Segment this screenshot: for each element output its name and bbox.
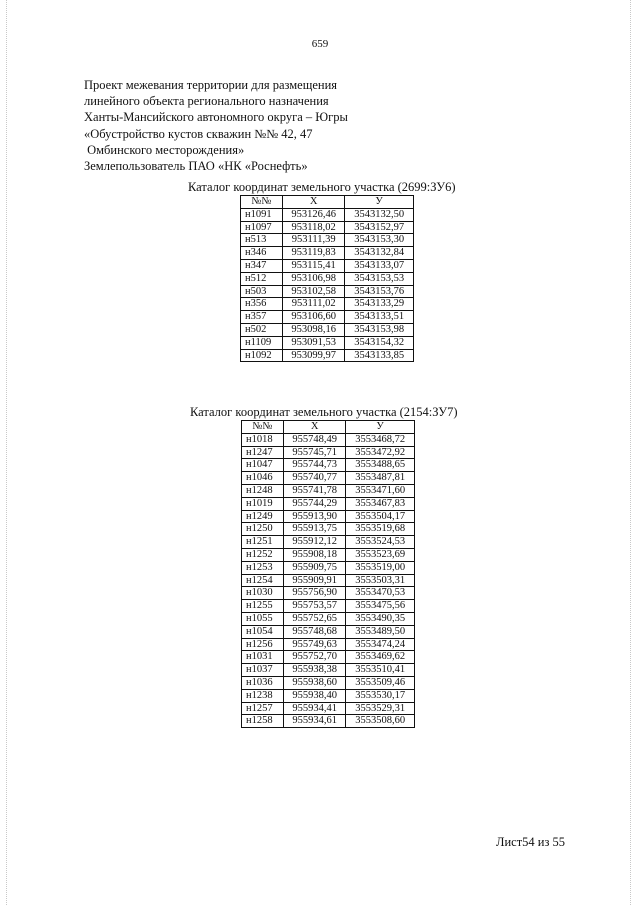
x-coordinate-cell: 955756,90 (284, 587, 346, 600)
point-number-cell: н503 (241, 285, 283, 298)
table-header-row (242, 421, 415, 434)
catalog-1-table (240, 195, 414, 362)
table-row (241, 285, 414, 298)
table-row (242, 446, 415, 459)
y-coordinate-cell: 3553475,56 (346, 600, 415, 613)
x-coordinate-cell: 955908,18 (284, 548, 346, 561)
y-coordinate-cell: 3553530,17 (346, 689, 415, 702)
y-coordinate-cell: 3553519,68 (346, 523, 415, 536)
sheet-number: Лист54 из 55 (496, 835, 566, 849)
column-header: X (283, 196, 345, 209)
y-coordinate-cell: 3543153,76 (345, 285, 414, 298)
point-number-cell: н1091 (241, 208, 283, 221)
y-coordinate-cell: 3553487,81 (346, 472, 415, 485)
y-coordinate-cell: 3543133,07 (345, 259, 414, 272)
x-coordinate-cell: 955748,49 (284, 433, 346, 446)
point-number-cell: н512 (241, 272, 283, 285)
y-coordinate-cell: 3553468,72 (346, 433, 415, 446)
x-coordinate-cell: 955749,63 (284, 638, 346, 651)
point-number-cell: н1238 (242, 689, 284, 702)
x-coordinate-cell: 953119,83 (283, 247, 345, 260)
point-number-cell: н1047 (242, 459, 284, 472)
x-coordinate-cell: 953099,97 (283, 349, 345, 362)
column-header: №№ (241, 196, 283, 209)
x-coordinate-cell: 953118,02 (283, 221, 345, 234)
x-coordinate-cell: 955748,68 (284, 625, 346, 638)
table-row (242, 625, 415, 638)
x-coordinate-cell: 955934,61 (284, 715, 346, 728)
x-coordinate-cell: 955909,75 (284, 561, 346, 574)
table-row (242, 574, 415, 587)
table-row (241, 323, 414, 336)
table-row (242, 459, 415, 472)
table-row (241, 336, 414, 349)
header-line: Омбинского месторождения» (84, 142, 245, 157)
table-row (242, 561, 415, 574)
table-row (242, 433, 415, 446)
y-coordinate-cell: 3553524,53 (346, 536, 415, 549)
y-coordinate-cell: 3543154,32 (345, 336, 414, 349)
y-coordinate-cell: 3543133,29 (345, 298, 414, 311)
table-row (242, 497, 415, 510)
y-coordinate-cell: 3553490,35 (346, 612, 415, 625)
table-row (242, 472, 415, 485)
x-coordinate-cell: 955913,75 (284, 523, 346, 536)
table-row (242, 612, 415, 625)
y-coordinate-cell: 3553471,60 (346, 484, 415, 497)
y-coordinate-cell: 3553504,17 (346, 510, 415, 523)
header-line: линейного объекта регионального назначения (84, 94, 329, 109)
x-coordinate-cell: 955938,38 (284, 664, 346, 677)
point-number-cell: н1019 (242, 497, 284, 510)
table-row (242, 523, 415, 536)
y-coordinate-cell: 3553519,00 (346, 561, 415, 574)
x-coordinate-cell: 953111,02 (283, 298, 345, 311)
point-number-cell: н1037 (242, 664, 284, 677)
y-coordinate-cell: 3543132,50 (345, 208, 414, 221)
point-number-cell: н1252 (242, 548, 284, 561)
point-number-cell: н1054 (242, 625, 284, 638)
table-row (241, 234, 414, 247)
catalog-2-rows (242, 433, 415, 727)
y-coordinate-cell: 3553474,24 (346, 638, 415, 651)
header-line: Ханты-Мансийского автономного округа – Югры (84, 110, 348, 125)
y-coordinate-cell: 3553503,31 (346, 574, 415, 587)
table-row (242, 484, 415, 497)
point-number-cell: н346 (241, 247, 283, 260)
point-number-cell: н1018 (242, 433, 284, 446)
y-coordinate-cell: 3543153,30 (345, 234, 414, 247)
point-number-cell: н502 (241, 323, 283, 336)
y-coordinate-cell: 3543133,85 (345, 349, 414, 362)
y-coordinate-cell: 3543153,98 (345, 323, 414, 336)
point-number-cell: н1036 (242, 676, 284, 689)
y-coordinate-cell: 3553529,31 (346, 702, 415, 715)
header-line: Проект межевания территории для размещения (84, 78, 338, 92)
point-number-cell: н1249 (242, 510, 284, 523)
table-row (241, 272, 414, 285)
document-header (84, 77, 504, 174)
point-number-cell: н1253 (242, 561, 284, 574)
column-header: У (345, 196, 414, 209)
point-number-cell: н1109 (241, 336, 283, 349)
column-header: X (284, 421, 346, 434)
x-coordinate-cell: 955752,70 (284, 651, 346, 664)
x-coordinate-cell: 955938,60 (284, 676, 346, 689)
x-coordinate-cell: 953115,41 (283, 259, 345, 272)
y-coordinate-cell: 3553489,50 (346, 625, 415, 638)
point-number-cell: н1031 (242, 651, 284, 664)
table-row (242, 689, 415, 702)
x-coordinate-cell: 953111,39 (283, 234, 345, 247)
point-number-cell: н1046 (242, 472, 284, 485)
point-number-cell: н1258 (242, 715, 284, 728)
table-row (241, 247, 414, 260)
point-number-cell: н1030 (242, 587, 284, 600)
x-coordinate-cell: 955744,73 (284, 459, 346, 472)
point-number-cell: н1097 (241, 221, 283, 234)
point-number-cell: н513 (241, 234, 283, 247)
y-coordinate-cell: 3543132,84 (345, 247, 414, 260)
y-coordinate-cell: 3553470,53 (346, 587, 415, 600)
x-coordinate-cell: 955938,40 (284, 689, 346, 702)
table-row (242, 548, 415, 561)
x-coordinate-cell: 953098,16 (283, 323, 345, 336)
y-coordinate-cell: 3553510,41 (346, 664, 415, 677)
left-margin-line (6, 0, 7, 905)
table-row (242, 638, 415, 651)
x-coordinate-cell: 953102,58 (283, 285, 345, 298)
x-coordinate-cell: 955913,90 (284, 510, 346, 523)
table-row (242, 715, 415, 728)
point-number-cell: н1255 (242, 600, 284, 613)
y-coordinate-cell: 3553508,60 (346, 715, 415, 728)
page-number: 659 (311, 38, 329, 50)
table-header-row (241, 196, 414, 209)
y-coordinate-cell: 3553509,46 (346, 676, 415, 689)
table-row (241, 349, 414, 362)
catalog-1-rows (241, 208, 414, 362)
table-row (241, 311, 414, 324)
x-coordinate-cell: 955912,12 (284, 536, 346, 549)
catalog-1-title: Каталог координат земельного участка (2699:ЗУ6) (188, 180, 456, 194)
y-coordinate-cell: 3553523,69 (346, 548, 415, 561)
table-row (242, 600, 415, 613)
table-row (242, 587, 415, 600)
header-line: «Обустройство кустов скважин №№ 42, 47 (84, 126, 313, 141)
table-row (241, 208, 414, 221)
table-row (241, 298, 414, 311)
catalog-2-title: Каталог координат земельного участка (2154:ЗУ7) (190, 405, 458, 419)
x-coordinate-cell: 955934,41 (284, 702, 346, 715)
point-number-cell: н1251 (242, 536, 284, 549)
y-coordinate-cell: 3543133,51 (345, 311, 414, 324)
table-row (242, 651, 415, 664)
x-coordinate-cell: 955752,65 (284, 612, 346, 625)
table-row (242, 676, 415, 689)
x-coordinate-cell: 953106,60 (283, 311, 345, 324)
point-number-cell: н356 (241, 298, 283, 311)
point-number-cell: н1257 (242, 702, 284, 715)
point-number-cell: н347 (241, 259, 283, 272)
header-line: Землепользователь ПАО «НК «Роснефть» (84, 159, 308, 174)
table-row (242, 536, 415, 549)
point-number-cell: н1247 (242, 446, 284, 459)
table-row (241, 259, 414, 272)
y-coordinate-cell: 3553469,62 (346, 651, 415, 664)
x-coordinate-cell: 955741,78 (284, 484, 346, 497)
table-row (242, 664, 415, 677)
x-coordinate-cell: 955753,57 (284, 600, 346, 613)
y-coordinate-cell: 3553467,83 (346, 497, 415, 510)
right-margin-line (630, 0, 631, 905)
y-coordinate-cell: 3553472,92 (346, 446, 415, 459)
y-coordinate-cell: 3543152,97 (345, 221, 414, 234)
x-coordinate-cell: 955740,77 (284, 472, 346, 485)
y-coordinate-cell: 3543153,53 (345, 272, 414, 285)
point-number-cell: н357 (241, 311, 283, 324)
point-number-cell: н1254 (242, 574, 284, 587)
catalog-2-table (241, 420, 415, 728)
table-row (242, 510, 415, 523)
point-number-cell: н1092 (241, 349, 283, 362)
x-coordinate-cell: 953091,53 (283, 336, 345, 349)
x-coordinate-cell: 955745,71 (284, 446, 346, 459)
column-header: У (346, 421, 415, 434)
point-number-cell: н1248 (242, 484, 284, 497)
x-coordinate-cell: 955909,91 (284, 574, 346, 587)
point-number-cell: н1055 (242, 612, 284, 625)
point-number-cell: н1256 (242, 638, 284, 651)
x-coordinate-cell: 953106,98 (283, 272, 345, 285)
table-row (242, 702, 415, 715)
y-coordinate-cell: 3553488,65 (346, 459, 415, 472)
point-number-cell: н1250 (242, 523, 284, 536)
table-row (241, 221, 414, 234)
x-coordinate-cell: 953126,46 (283, 208, 345, 221)
column-header: №№ (242, 421, 284, 434)
x-coordinate-cell: 955744,29 (284, 497, 346, 510)
